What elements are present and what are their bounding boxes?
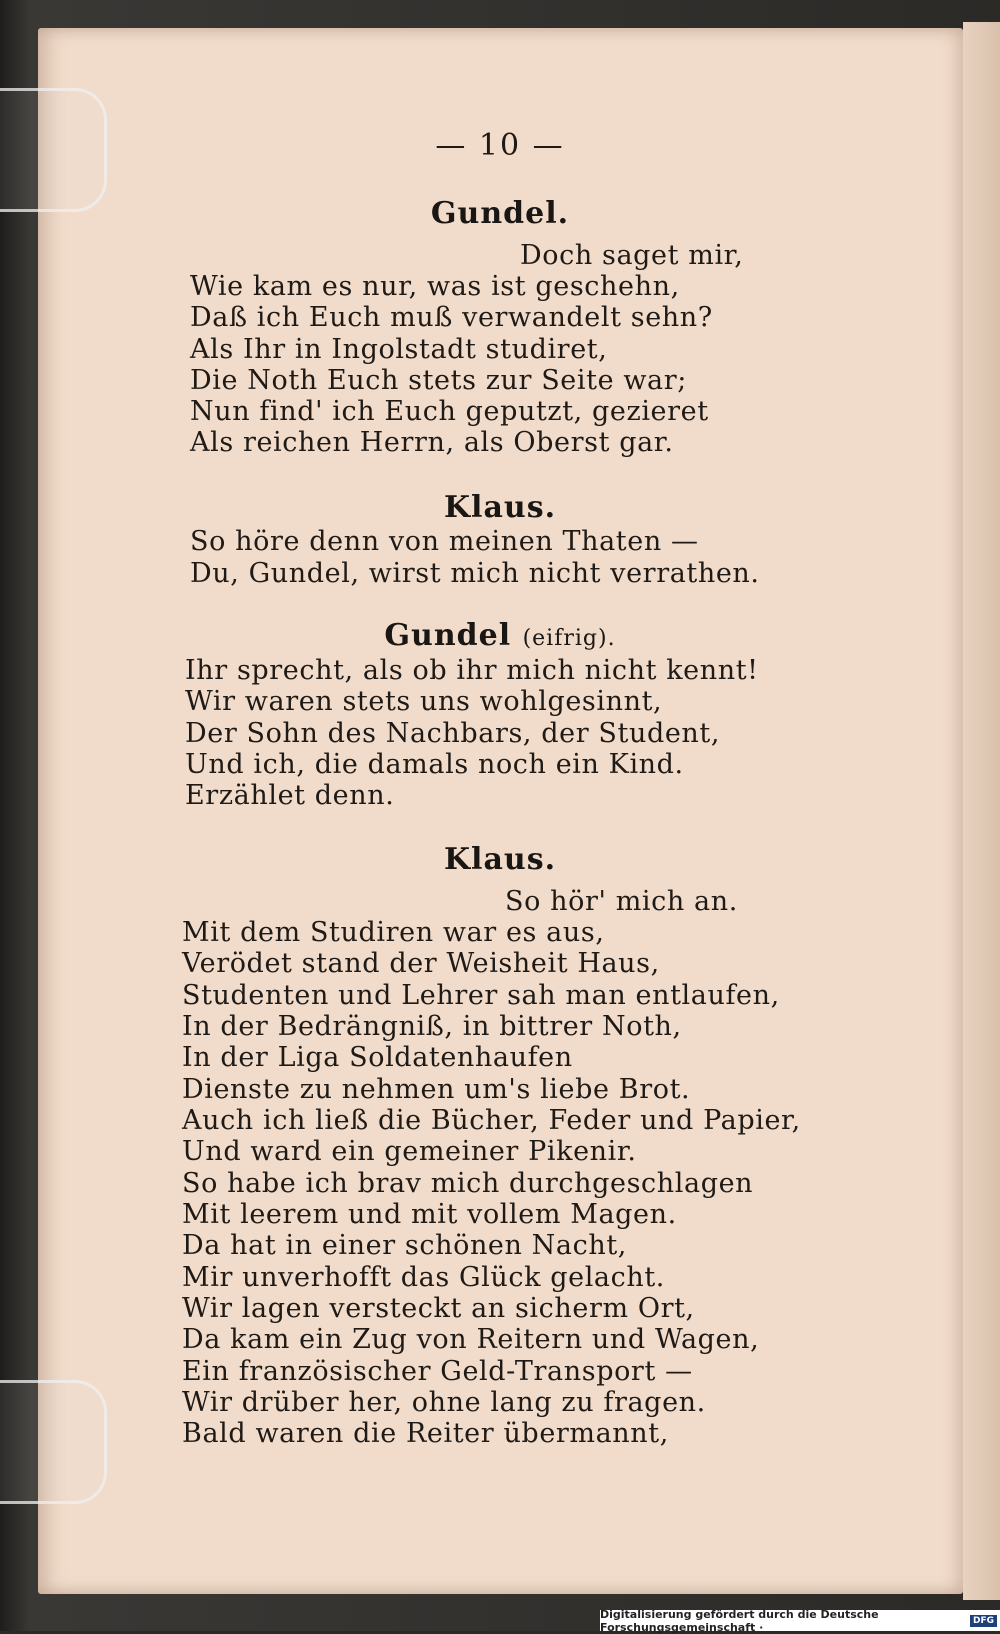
verse-line: Nun find' ich Euch geputzt, gezieret	[190, 396, 709, 427]
verse-line: So hör' mich an.	[505, 886, 738, 917]
verse-line: In der Bedrängniß, in bittrer Noth,	[182, 1011, 682, 1042]
stage-direction: (eifrig).	[522, 626, 616, 651]
speaker-heading	[0, 196, 1000, 231]
verse-line: Wir waren stets uns wohlgesinnt,	[185, 686, 663, 717]
verse-line: Dienste zu nehmen um's liebe Brot.	[182, 1074, 691, 1105]
verse-line: Doch saget mir,	[520, 240, 744, 271]
verse-line: Daß ich Euch muß verwandelt sehn?	[190, 302, 713, 333]
verse-line: Bald waren die Reiter übermannt,	[182, 1418, 669, 1449]
verse-line: Studenten und Lehrer sah man entlaufen,	[182, 980, 780, 1011]
speaker-heading	[0, 490, 1000, 525]
verse-line: Mir unverhofft das Glück gelacht.	[182, 1262, 665, 1293]
verse-line: Wir drüber her, ohne lang zu fragen.	[182, 1387, 706, 1418]
verse-line: Ein französischer Geld-Transport —	[182, 1356, 693, 1387]
speaker-heading	[0, 842, 1000, 877]
dfg-logo: DFG	[970, 1615, 997, 1627]
speaker-name: Klaus.	[443, 842, 557, 877]
verse-line: So habe ich brav mich durchgeschlagen	[182, 1168, 754, 1199]
verse-line: Erzählet denn.	[185, 780, 395, 811]
verse-line: Der Sohn des Nachbars, der Student,	[185, 718, 721, 749]
verse-line: Ihr sprecht, als ob ihr mich nicht kennt!	[185, 655, 759, 686]
next-page-edge	[963, 22, 1000, 1600]
verse-line: Da kam ein Zug von Reitern und Wagen,	[182, 1324, 760, 1355]
verse-line: In der Liga Soldatenhaufen	[182, 1042, 573, 1073]
page-clip-bottom	[0, 1380, 107, 1504]
verse-line: Mit dem Studiren war es aus,	[182, 917, 605, 948]
verse-line: Du, Gundel, wirst mich nicht verrathen.	[190, 558, 760, 589]
footer-text: Digitalisierung gefördert durch die Deutsche Forschungsgemeinschaft ·	[600, 1607, 879, 1634]
verse-line: Verödet stand der Weisheit Haus,	[182, 948, 660, 979]
speaker-name: Klaus.	[443, 490, 557, 525]
verse-line: Da hat in einer schönen Nacht,	[182, 1230, 627, 1261]
verse-line: So höre denn von meinen Thaten —	[190, 526, 699, 557]
verse-line: Wir lagen versteckt an sicherm Ort,	[182, 1293, 695, 1324]
speaker-heading	[0, 618, 1000, 653]
verse-line: Wie kam es nur, was ist geschehn,	[190, 271, 680, 302]
verse-line: Und ward ein gemeiner Pikenir.	[182, 1136, 637, 1167]
page-number: — 10 —	[435, 128, 565, 163]
verse-line: Die Noth Euch stets zur Seite war;	[190, 365, 687, 396]
speaker-name: Gundel.	[430, 196, 570, 231]
verse-line: Mit leerem und mit vollem Magen.	[182, 1199, 677, 1230]
speaker-name: Gundel	[384, 618, 512, 653]
verse-line: Als Ihr in Ingolstadt studiret,	[190, 334, 608, 365]
digitization-footer	[600, 1607, 1000, 1634]
verse-line: Als reichen Herrn, als Oberst gar.	[190, 427, 674, 458]
verse-line: Und ich, die damals noch ein Kind.	[185, 749, 684, 780]
verse-line: Auch ich ließ die Bücher, Feder und Papier,	[182, 1105, 801, 1136]
